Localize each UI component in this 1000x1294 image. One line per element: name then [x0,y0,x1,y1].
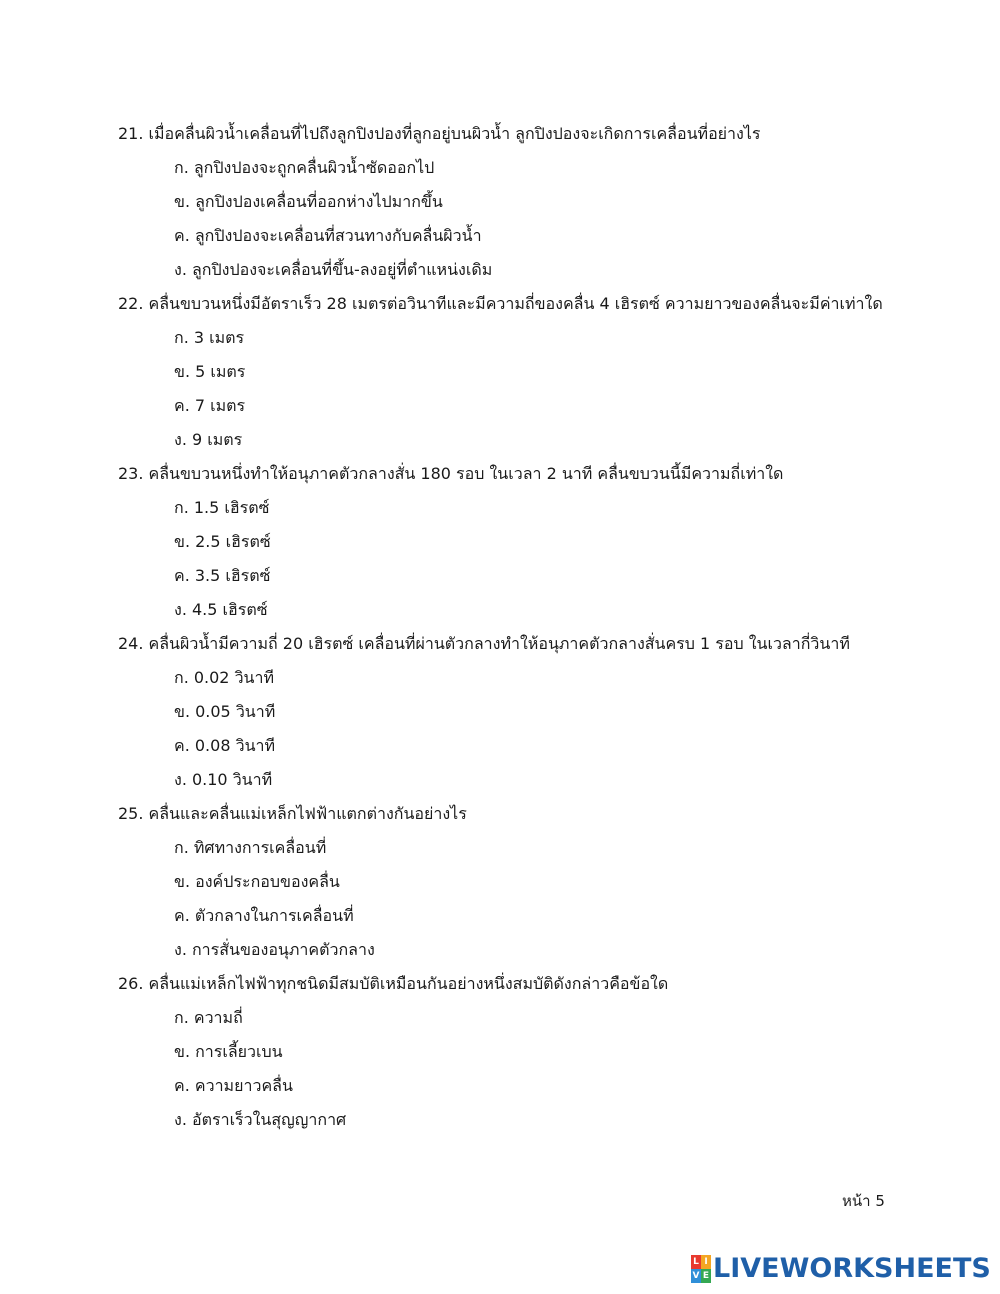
choice-item: ข. 0.05 วินาที [174,702,276,721]
choice-item: ค. ตัวกลางในการเคลื่อนที่ [174,906,354,925]
question-26 [118,967,978,1137]
question-stem: 22. คลื่นขบวนหนึ่งมีอัตราเร็ว 28 เมตรต่อวินาทีและมีความถี่ของคลื่น 4 เฮิรตซ์ ความยาวของคลื่นจะมีค่าเท่าใด [118,294,883,313]
choice-item: ค. ความยาวคลื่น [174,1076,293,1095]
liveworksheets-icon [691,1255,711,1283]
choice-item: ค. 3.5 เฮิรตซ์ [174,566,271,585]
choice-item: ก. ทิศทางการเคลื่อนที่ [174,838,327,857]
choice-item: ก. 1.5 เฮิรตซ์ [174,498,270,517]
question-23 [118,457,978,627]
choice-item: ข. 2.5 เฮิรตซ์ [174,532,271,551]
logo-tile: I [701,1255,711,1269]
question-stem: 26. คลื่นแม่เหล็กไฟฟ้าทุกชนิดมีสมบัติเหมือนกันอย่างหนึ่งสมบัติดังกล่าวคือข้อใด [118,974,669,993]
choice-list [118,151,978,287]
liveworksheets-logo[interactable] [691,1252,991,1286]
choice-item: ง. ลูกปิงปองจะเคลื่อนที่ขึ้น-ลงอยู่ที่ตำแหน่งเดิม [174,260,493,279]
choice-item: ง. อัตราเร็วในสุญญากาศ [174,1110,347,1129]
choice-item: ง. 0.10 วินาที [174,770,273,789]
choice-item: ค. ลูกปิงปองจะเคลื่อนที่สวนทางกับคลื่นผิวน้ำ [174,226,482,245]
question-24 [118,627,978,797]
choice-item: ง. 4.5 เฮิรตซ์ [174,600,268,619]
question-25 [118,797,978,967]
choice-item: ง. 9 เมตร [174,430,243,449]
question-list [118,117,978,1137]
question-stem: 23. คลื่นขบวนหนึ่งทำให้อนุภาคตัวกลางสั่น 180 รอบ ในเวลา 2 นาที คลื่นขบวนนี้มีความถี่เท่าใด [118,464,784,483]
choice-item: ค. 7 เมตร [174,396,246,415]
question-stem: 25. คลื่นและคลื่นแม่เหล็กไฟฟ้าแตกต่างกันอย่างไร [118,804,467,823]
question-stem: 21. เมื่อคลื่นผิวน้ำเคลื่อนที่ไปถึงลูกปิงปองที่ลูกอยู่บนผิวน้ำ ลูกปิงปองจะเกิดการเคลื่อนที่อย่างไร [118,124,761,143]
choice-list [118,1001,978,1137]
choice-item: ก. ลูกปิงปองจะถูกคลื่นผิวน้ำซัดออกไป [174,158,435,177]
logo-tile: V [692,1271,700,1281]
logo-tile: L [691,1255,701,1269]
logo-tile: E [702,1271,710,1281]
choice-item: ก. ความถี่ [174,1008,243,1027]
choice-list [118,321,978,457]
choice-item: ข. องค์ประกอบของคลื่น [174,872,340,891]
choice-item: ข. การเลี้ยวเบน [174,1042,283,1061]
brand-name: LIVEWORKSHEETS [713,1253,991,1284]
choice-item: ง. การสั่นของอนุภาคตัวกลาง [174,940,375,959]
choice-item: ข. ลูกปิงปองเคลื่อนที่ออกห่างไปมากขึ้น [174,192,443,211]
choice-item: ค. 0.08 วินาที [174,736,276,755]
choice-list [118,661,978,797]
question-22 [118,287,978,457]
page-number: หน้า 5 [842,1192,885,1210]
choice-list [118,491,978,627]
question-stem: 24. คลื่นผิวน้ำมีความถี่ 20 เฮิรตซ์ เคลื่อนที่ผ่านตัวกลางทำให้อนุภาคตัวกลางสั่นครบ 1 รอบ ในเวลากี่วินาที [118,634,850,653]
choice-item: ก. 0.02 วินาที [174,668,275,687]
choice-list [118,831,978,967]
question-21 [118,117,978,287]
choice-item: ข. 5 เมตร [174,362,246,381]
choice-item: ก. 3 เมตร [174,328,245,347]
